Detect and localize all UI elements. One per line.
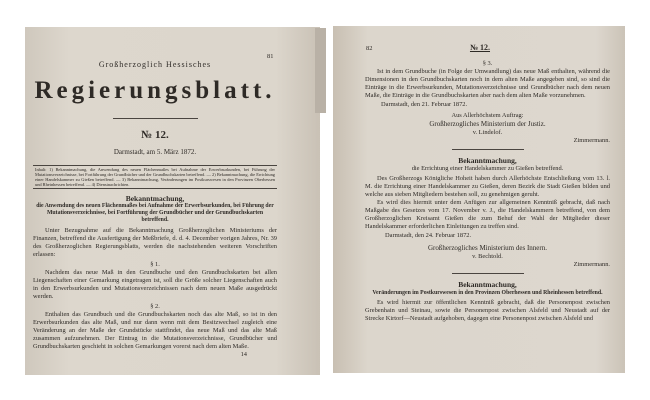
divider bbox=[452, 273, 524, 274]
signer: v. Bechtold. bbox=[472, 253, 503, 260]
ornament-rule bbox=[113, 118, 198, 119]
issue-number: № 12. bbox=[469, 43, 491, 52]
date: Darmstadt, den 21. Februar 1872. bbox=[381, 101, 468, 108]
countersign: Zimmermann. bbox=[573, 137, 610, 144]
intro-paragraph: Unter Bezugnahme auf die Bekanntmachung Großherzoglichen Ministeriums der Finanzen, betreffend die Ausfertigung der Meßbriefe, d. d. 4. December vorigen Jahres, Nr. 39 des Großherzoglichen Regierungsblatts, werden die nachstehenden weiteren Vorschriften erlassen: bbox=[33, 227, 277, 258]
notice-heading: Bekanntmachung, bbox=[458, 156, 517, 165]
section-label: § 3. bbox=[482, 60, 493, 67]
page-number: 82 bbox=[366, 45, 373, 52]
left-page-content bbox=[33, 60, 277, 359]
ministry: Großherzogliches Ministerium der Justiz. bbox=[429, 120, 546, 128]
notice-heading: Bekanntmachung, bbox=[458, 280, 517, 289]
countersign: Zimmermann. bbox=[573, 261, 610, 268]
authority: Aus Allerhöchstem Auftrag: bbox=[451, 112, 524, 119]
publisher: Großherzoglich Hessisches bbox=[98, 60, 212, 69]
date: Darmstadt, den 24. Februar 1872. bbox=[385, 232, 472, 239]
page-number: 81 bbox=[267, 53, 274, 60]
divider bbox=[33, 188, 277, 189]
masthead-title: Regierungsblatt. bbox=[34, 77, 276, 104]
section-2: Enthalten das Grundbuch und die Grundbuchskarten noch das alte Maß, so ist in den Erwerbsurkunden das alte Maß, und nur dann wenn mit dem Besitzwechsel zugleich eine Veränderung an der Maße der Grundstücke stattfindet, das neue Maß und das alte Maß zusammen aufzunehmen. Der Eintrag in die Mutationsverzeichnisse, Grundbücher und Grundbuchskarten geschieht in solchen Gemarkungen vorerst nach dem alten Maße. bbox=[33, 311, 277, 350]
signer: v. Lindelof. bbox=[472, 129, 503, 136]
right-page-content bbox=[365, 60, 610, 323]
notice-paragraph: Des Großherzogs Königliche Hoheit haben durch Allerhöchste Entschließung vom 13. l. M. die Errichtung einer Handelskammer zu Gießen, deren Bezirk die Stadt Gießen bilden und welche aus sieben Mitgliedern bestehen soll, zu genehmigen geruht. bbox=[365, 175, 610, 198]
notice-subject: Veränderungen im Postkurswesen in den Provinzen Oberhessen und Rheinhessen betreffend. bbox=[372, 290, 603, 296]
divider bbox=[452, 149, 524, 150]
notice-subject: die Errichtung einer Handelskammer zu Gießen betreffend. bbox=[411, 165, 564, 172]
contents: Inhalt: 1) Bekanntmachung, die Anwendung des neuen Flächenmaßes bei Aufnahme der Erwerbsurkunden, bei Führung der Mutationsverzeichnisse, bei Fortführung der Grundbücher und der Grundbuchskarten betreffend. — 2) Bekanntmachung, die Errichtung einer Handelskammer zu Gießen betreffend. — 3) Bekanntmachung, Veränderungen im Postkurswesen in den Provinzen Oberhessen und Rheinhessen betreffend. — 4) Dienstnachrichten. bbox=[35, 167, 275, 187]
section-label: § 1. bbox=[150, 261, 160, 268]
signature-mark: 14 bbox=[240, 351, 247, 358]
section-label: § 2. bbox=[150, 303, 160, 310]
section-3: Ist in dem Grundbuche (in Folge der Umwandlung) das neue Maß enthalten, während die Dimensionen in den Grundbuchskarten noch in dem alten Maße angegeben sind, so sind die Einträge in die Erwerbsurkunden, Mutationsverzeichnisse und Grundbücher nach dem neuen Maße, die Einträge in die Grundbuchskarten aber nach dem alten Maße vorzunehmen. bbox=[365, 68, 610, 99]
dateline: Darmstadt, am 5. März 1872. bbox=[113, 148, 197, 156]
section-1: Nachdem das neue Maß in den Grundbuche und den Grundbuchskarten bei allen Liegenschaften einer Gemarkung eingetragen ist, soll die Größe solcher Liegenschaften auch in den Erwerbsurkunden und Mutationsverzeichnissen nach dem neuen Maße ausgedrückt werden. bbox=[33, 269, 277, 300]
issue-number: № 12. bbox=[141, 129, 169, 141]
notice-paragraph: Es wird dies hiermit unter dem Anfügen zur allgemeinen Kenntniß gebracht, daß nach Maßgabe des Gesetzes vom 17. November v. J., die Handelskammern betreffend, von dem Großherzoglichen Kreisamt Gießen die zum Behuf der Wahl der Mitglieder dieser Handelskammer erforderlichen Einleitungen zu treffen sind. bbox=[365, 199, 610, 230]
notice-paragraph: Es wird hiermit zur öffentlichen Kenntniß gebracht, daß die Personenpost zwischen Grebenhain und Steinau, sowie die Personenpost zwischen Alsfeld und Neustadt auf der Strecke Kirtorf—Neustadt aufgehoben, dagegen eine Personenpost zwischen Alsfeld und bbox=[365, 299, 610, 322]
spine-tab bbox=[315, 28, 326, 113]
ministry: Großherzogliches Ministerium des Innern. bbox=[428, 244, 547, 252]
notice-subject: die Anwendung des neuen Flächenmaßes bei Aufnahme der Erwerbsurkunden, bei Führung der Mutationsverzeichnisse, bei Fortführung der Grundbücher und der Grundbuchskarten betreffend. bbox=[36, 203, 274, 223]
notice-heading: Bekanntmachung, bbox=[125, 194, 185, 203]
